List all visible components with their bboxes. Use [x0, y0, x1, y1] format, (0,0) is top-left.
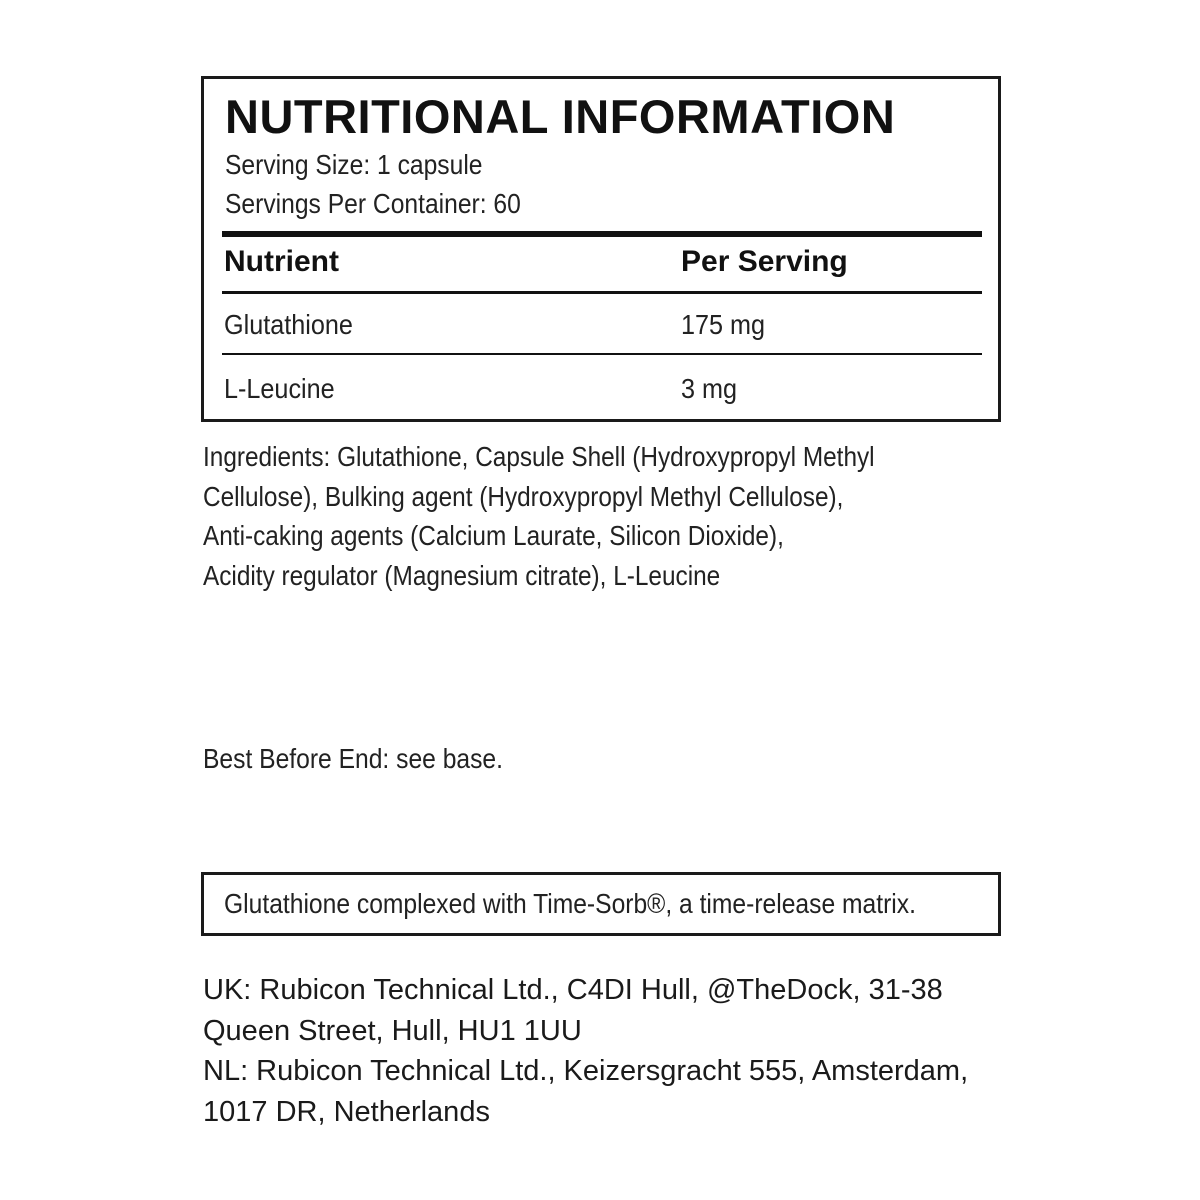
column-header-nutrient: Nutrient [224, 245, 339, 278]
nutrient-amount: 3 mg [681, 373, 738, 404]
ingredients-text [203, 437, 951, 595]
timesorb-note-text: Glutathione complexed with Time-Sorb®, a time-release matrix. [224, 888, 916, 919]
timesorb-note-box [201, 872, 1001, 936]
address-line: 1017 DR, Netherlands [203, 1095, 490, 1128]
ingredients-line: Ingredients: Glutathione, Capsule Shell (Hydroxypropyl Methyl [203, 441, 875, 472]
manufacturer-addresses [203, 970, 1003, 1132]
address-line: UK: Rubicon Technical Ltd., C4DI Hull, @TheDock, 31-38 [203, 974, 943, 1006]
nutrient-name: L-Leucine [224, 373, 335, 404]
nutrient-name: Glutathione [224, 309, 353, 340]
ingredients-line: Anti-caking agents (Calcium Laurate, Silicon Dioxide), [203, 520, 784, 551]
column-header-per-serving: Per Serving [681, 245, 848, 278]
nutrient-amount: 175 mg [681, 309, 766, 340]
servings-per-container: Servings Per Container: 60 [225, 188, 521, 219]
divider-thick [222, 231, 982, 237]
address-line: NL: Rubicon Technical Ltd., Keizersgracht 555, Amsterdam, [203, 1055, 969, 1087]
best-before-text: Best Before End: see base. [203, 743, 503, 774]
divider-header [222, 291, 982, 294]
ingredients-line: Cellulose), Bulking agent (Hydroxypropyl Methyl Cellulose), [203, 480, 844, 512]
nutrition-title: NUTRITIONAL INFORMATION [225, 90, 896, 143]
divider-row [222, 353, 982, 355]
address-line: Queen Street, Hull, HU1 1UU [203, 1014, 582, 1047]
ingredients-line: Acidity regulator (Magnesium citrate), L-Leucine [203, 559, 721, 591]
nutrition-panel [201, 76, 1001, 422]
serving-size: Serving Size: 1 capsule [225, 149, 483, 180]
